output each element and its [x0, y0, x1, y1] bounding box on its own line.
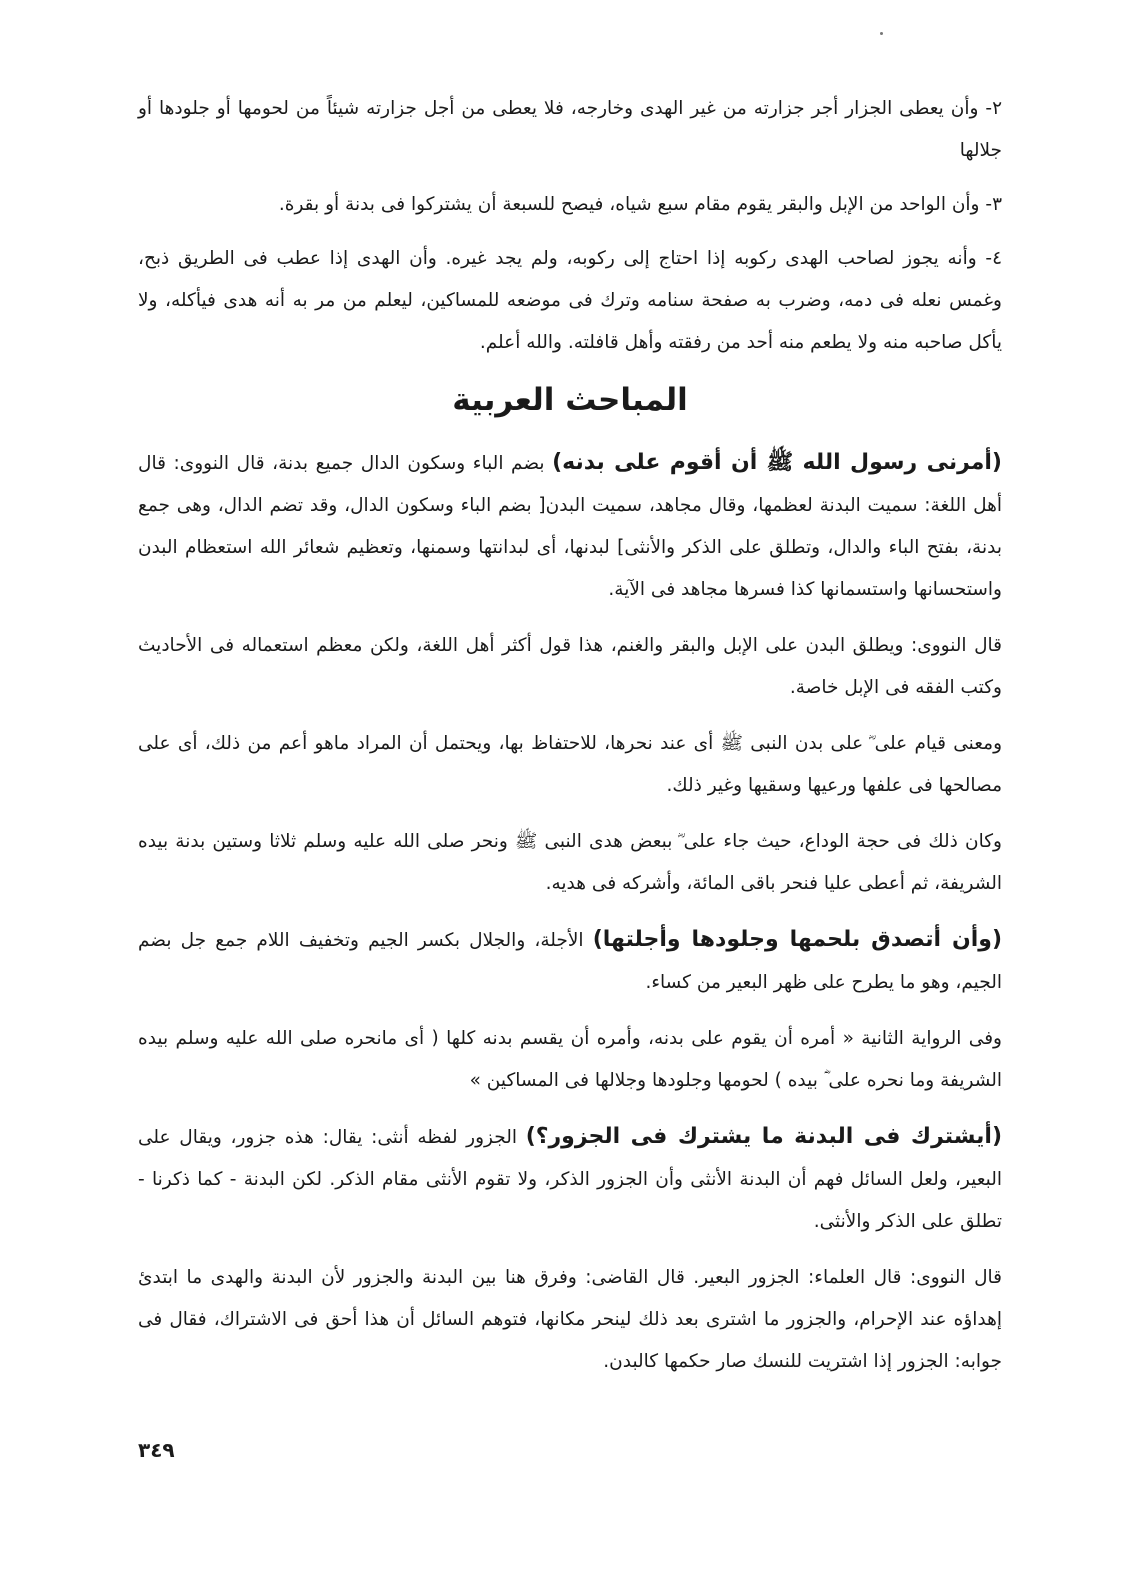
- paragraph-ajilla: [138, 919, 1002, 1004]
- paragraph-point-4: ٤- وأنه يجوز لصاحب الهدى ركوبه إذا احتاج إلى ركوبه، ولم يجد غيره. وأن الهدى إذا عطب فى الطريق ذبح، وغمس نعله فى دمه، وضرب به صفحة سنامه وترك فى موضعه للمساكين، ليعلم من مر به أنه هدى فيأكله، ولا يأكل صاحبه منه ولا يطعم منه أحد من رفقته وأهل قافلته. والله أعلم.: [138, 248, 1002, 353]
- paragraph-nawawi: قال النووى: ويطلق البدن على الإبل والبقر والغنم، هذا قول أكثر أهل اللغة، ولكن معظم استعماله فى الأحاديث وكتب الفقه فى الإبل خاصة.: [138, 635, 1002, 698]
- paragraph-badn-definition: [138, 442, 1002, 611]
- page-number: ٣٤٩: [138, 1438, 175, 1462]
- page-body: [138, 88, 1002, 1488]
- paragraph-point-3: ٣- وأن الواحد من الإبل والبقر يقوم مقام سبع شياه، فيصح للسبعة أن يشتركوا فى بدنة أو بقرة.: [278, 194, 1002, 215]
- paragraph-text: الأجلة، والجلال بكسر الجيم وتخفيف اللام جمع جل بضم الجيم، وهو ما يطرح على ظهر البعير من كساء.: [138, 930, 1002, 993]
- paragraph-jazur: [138, 1116, 1002, 1243]
- quoted-phrase: (أمرنى رسول الله ﷺ أن أقوم على بدنه): [552, 450, 1002, 475]
- quoted-phrase: (وأن أتصدق بلحمها وجلودها وأجلتها): [592, 927, 1003, 952]
- paragraph-second-narration: وفى الرواية الثانية « أمره أن يقوم على بدنه، وأمره أن يقسم بدنه كلها ( أى مانحره صلى الله عليه وسلم بيده الشريفة وما نحره على ؓ بيده ) لحومها وجلودها وجلالها فى المساكين »: [138, 1028, 1002, 1091]
- paragraph-point-2: ٢- وأن يعطى الجزار أجر جزارته من غير الهدى وخارجه، فلا يعطى من أجل جزارته شيئاً من لحومها أو جلودها أو جلالها: [138, 98, 1002, 161]
- paragraph-farewell-hajj: وكان ذلك فى حجة الوداع، حيث جاء على ؓ ببعض هدى النبى ﷺ ونحر صلى الله عليه وسلم ثلاثا وستين بدنة بيده الشريفة، ثم أعطى عليا فنحر باقى المائة، وأشركه فى هديه.: [138, 831, 1002, 894]
- section-heading: المباحث العربية: [452, 382, 688, 418]
- scan-speck: [880, 32, 883, 35]
- paragraph-meaning: ومعنى قيام على ؓ على بدن النبى ﷺ أى عند نحرها، للاحتفاظ بها، ويحتمل أن المراد ماهو أعم من ذلك، أى على مصالحها فى علفها ورعيها وسقيها وغير ذلك.: [138, 733, 1002, 796]
- paragraph-text: الجزور لفظه أنثى: يقال: هذه جزور، ويقال على البعير، ولعل السائل فهم أن البدنة الأنثى وأن الجزور الذكر، ولا تقوم الأنثى مقام الذكر. لكن البدنة - كما ذكرنا - تطلق على الذكر والأنثى.: [138, 1127, 1002, 1232]
- quoted-phrase: (أيشترك فى البدنة ما يشترك فى الجزور؟): [525, 1124, 1002, 1149]
- paragraph-ulama: قال النووى: قال العلماء: الجزور البعير. قال القاضى: وفرق هنا بين البدنة والجزور لأن البدنة والهدى ما ابتدئ إهداؤه عند الإحرام، والجزور ما اشترى بعد ذلك لينحر مكانها، فتوهم السائل أن هذا أحق فى الاشتراك، فقال فى جوابه: الجزور إذا اشتريت للنسك صار حكمها كالبدن.: [138, 1267, 1002, 1372]
- paragraph-text: بضم الباء وسكون الدال جميع بدنة، قال النووى: قال أهل اللغة: سميت البدنة لعظمها، وقال مجاهد، سميت البدن[ بضم الباء وسكون الدال، وقد تضم الدال، وهى جمع بدنة، بفتح الباء والدال، وتطلق على الذكر والأنثى] لبدنها، أى لبدانتها وسمنها، وتعظيم شعائر الله استعظام البدن واستحسانها واستسمانها كذا فسرها مجاهد فى الآية.: [138, 453, 1002, 600]
